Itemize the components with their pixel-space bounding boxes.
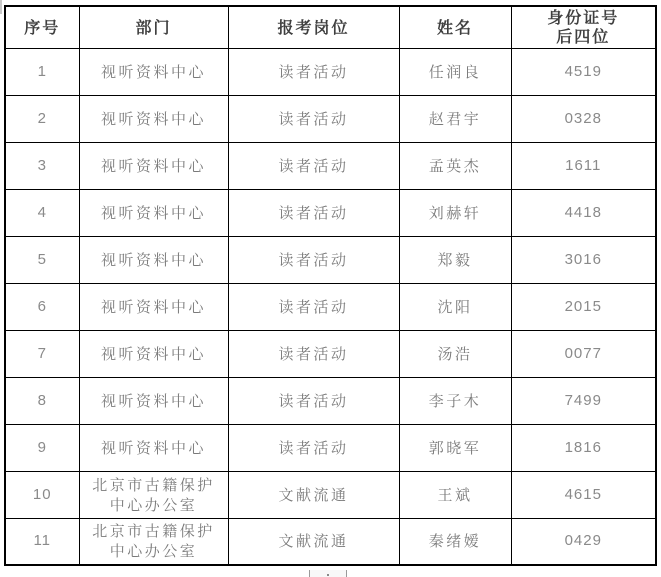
cell-name: 沈阳 <box>399 283 511 330</box>
cell-name: 赵君宇 <box>399 95 511 142</box>
cell-index: 11 <box>5 518 79 565</box>
cell-department: 视听资料中心 <box>79 330 228 377</box>
cell-department: 北京市古籍保护 中心办公室 <box>79 518 228 565</box>
cell-index: 6 <box>5 283 79 330</box>
col-header-position: 报考岗位 <box>228 6 399 48</box>
cell-name: 任润良 <box>399 48 511 95</box>
screen-edge-artifact <box>0 0 2 14</box>
table-row <box>5 518 656 565</box>
cell-position: 读者活动 <box>228 236 399 283</box>
table-row <box>5 48 656 95</box>
page-footer-fragment <box>309 570 347 577</box>
col-header-department: 部门 <box>79 6 228 48</box>
cell-name: 秦绪嫒 <box>399 518 511 565</box>
cell-department: 视听资料中心 <box>79 189 228 236</box>
table-row <box>5 95 656 142</box>
col-header-index: 序号 <box>5 6 79 48</box>
cell-name: 孟英杰 <box>399 142 511 189</box>
cell-id-last4: 0328 <box>511 95 656 142</box>
cell-index: 1 <box>5 48 79 95</box>
col-header-name: 姓名 <box>399 6 511 48</box>
cell-department: 视听资料中心 <box>79 283 228 330</box>
cell-name: 李子木 <box>399 377 511 424</box>
cell-id-last4: 4615 <box>511 471 656 518</box>
table-row <box>5 330 656 377</box>
cell-index: 7 <box>5 330 79 377</box>
cell-index: 5 <box>5 236 79 283</box>
table-row <box>5 377 656 424</box>
applicant-table <box>4 5 657 566</box>
cell-position: 读者活动 <box>228 424 399 471</box>
col-header-id-line2: 后四位 <box>556 27 611 47</box>
cell-department: 视听资料中心 <box>79 48 228 95</box>
cell-position: 读者活动 <box>228 377 399 424</box>
cell-id-last4: 0429 <box>511 518 656 565</box>
cell-id-last4: 4418 <box>511 189 656 236</box>
cell-position: 读者活动 <box>228 95 399 142</box>
col-header-id-last4 <box>511 6 656 48</box>
cell-index: 3 <box>5 142 79 189</box>
table-row <box>5 424 656 471</box>
cell-index: 9 <box>5 424 79 471</box>
cell-index: 10 <box>5 471 79 518</box>
table-row <box>5 142 656 189</box>
header-row <box>5 6 656 48</box>
footer-dot <box>327 574 329 576</box>
cell-name: 刘赫轩 <box>399 189 511 236</box>
cell-id-last4: 4519 <box>511 48 656 95</box>
cell-position: 文献流通 <box>228 471 399 518</box>
cell-position: 文献流通 <box>228 518 399 565</box>
table-row <box>5 283 656 330</box>
cell-department: 北京市古籍保护 中心办公室 <box>79 471 228 518</box>
table-row <box>5 236 656 283</box>
cell-position: 读者活动 <box>228 48 399 95</box>
cell-name: 郑毅 <box>399 236 511 283</box>
cell-department: 视听资料中心 <box>79 424 228 471</box>
cell-id-last4: 0077 <box>511 330 656 377</box>
cell-department: 视听资料中心 <box>79 236 228 283</box>
cell-position: 读者活动 <box>228 142 399 189</box>
cell-department: 视听资料中心 <box>79 142 228 189</box>
cell-id-last4: 1816 <box>511 424 656 471</box>
cell-id-last4: 7499 <box>511 377 656 424</box>
cell-index: 8 <box>5 377 79 424</box>
table-header <box>5 6 656 48</box>
cell-id-last4: 2015 <box>511 283 656 330</box>
cell-department: 视听资料中心 <box>79 377 228 424</box>
cell-name: 王斌 <box>399 471 511 518</box>
cell-position: 读者活动 <box>228 189 399 236</box>
cell-position: 读者活动 <box>228 330 399 377</box>
cell-index: 4 <box>5 189 79 236</box>
cell-id-last4: 1611 <box>511 142 656 189</box>
cell-department: 视听资料中心 <box>79 95 228 142</box>
cell-position: 读者活动 <box>228 283 399 330</box>
cell-id-last4: 3016 <box>511 236 656 283</box>
table-row <box>5 471 656 518</box>
table-body <box>5 48 656 565</box>
cell-name: 汤浩 <box>399 330 511 377</box>
col-header-id-line1: 身份证号 <box>547 8 620 28</box>
cell-index: 2 <box>5 95 79 142</box>
table-row <box>5 189 656 236</box>
cell-name: 郭晓军 <box>399 424 511 471</box>
